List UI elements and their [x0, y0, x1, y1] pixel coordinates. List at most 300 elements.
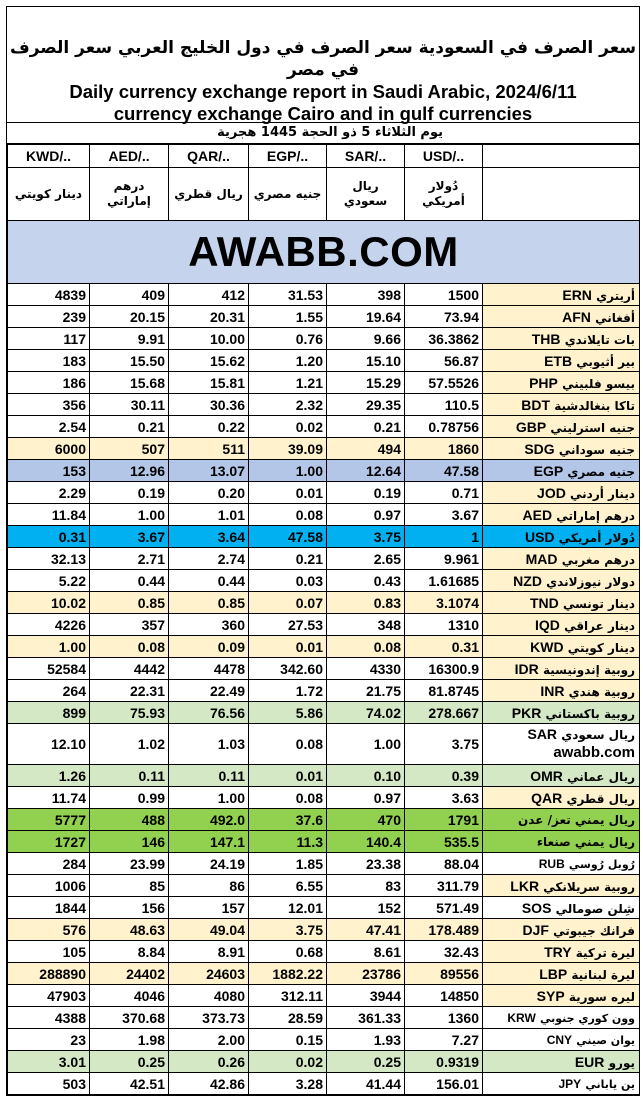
currency-code: QAR: [531, 789, 563, 806]
currency-name: [483, 1073, 640, 1095]
rate-qar: 492.0: [169, 809, 249, 831]
currency-name: [483, 460, 640, 482]
rate-kwd: 4226: [8, 614, 90, 636]
table-row: [8, 592, 640, 614]
currency-name: [483, 328, 640, 350]
currency-name: [483, 614, 640, 636]
rate-aed: 0.21: [90, 416, 169, 438]
currency-code: KRW: [507, 1010, 536, 1025]
rate-aed: 23.99: [90, 853, 169, 875]
col-code-sar: SAR/..: [327, 145, 405, 168]
rate-egp: 0.15: [249, 1029, 327, 1051]
currency-arabic-name: ريال يمني صنعاء: [536, 834, 635, 849]
currency-name: [483, 765, 640, 787]
rate-usd: 0.31: [405, 636, 483, 658]
rate-usd: 0.71: [405, 482, 483, 504]
rate-sar: 23786: [327, 963, 405, 985]
rate-sar: 9.66: [327, 328, 405, 350]
rate-sar: 2.65: [327, 548, 405, 570]
rate-egp: 28.59: [249, 1007, 327, 1029]
rate-sar: 152: [327, 897, 405, 919]
rate-usd: 14850: [405, 985, 483, 1007]
currency-arabic-name: جنيه استرليني: [550, 420, 635, 435]
banner-row: [8, 221, 640, 284]
table-row: [8, 1029, 640, 1051]
table-row: [8, 985, 640, 1007]
col-code-blank: [483, 145, 640, 168]
currency-name: [483, 350, 640, 372]
currency-name: [483, 963, 640, 985]
currency-arabic-name: بير أثيوبي: [576, 354, 635, 369]
rate-egp: 37.6: [249, 809, 327, 831]
currency-code: RUB: [538, 856, 565, 871]
rate-qar: 373.73: [169, 1007, 249, 1029]
rate-kwd: 3.01: [8, 1051, 90, 1073]
rate-aed: 0.19: [90, 482, 169, 504]
rate-kwd: 186: [8, 372, 90, 394]
table-row: [8, 724, 640, 765]
currency-name: [483, 831, 640, 853]
table-row: [8, 614, 640, 636]
table-row: [8, 636, 640, 658]
currency-name: [483, 372, 640, 394]
currency-arabic-name: درهم مغربي: [561, 552, 635, 567]
rate-sar: 470: [327, 809, 405, 831]
rate-sar: 1.93: [327, 1029, 405, 1051]
table-row: [8, 306, 640, 328]
rate-egp: 1882.22: [249, 963, 327, 985]
rate-usd: 1310: [405, 614, 483, 636]
report-title: [7, 7, 639, 123]
rate-egp: 0.08: [249, 787, 327, 809]
currency-code: EGP: [533, 462, 564, 479]
hijri-date: يوم الثلاثاء 5 ذو الحجة 1445 هجرية: [7, 123, 639, 144]
rate-egp: 1.00: [249, 460, 327, 482]
rate-aed: 12.96: [90, 460, 169, 482]
table-row: [8, 831, 640, 853]
rate-sar: 0.97: [327, 787, 405, 809]
rate-kwd: 1844: [8, 897, 90, 919]
rate-egp: 1.55: [249, 306, 327, 328]
currency-code: SYP: [536, 987, 565, 1004]
rate-usd: 178.489: [405, 919, 483, 941]
rate-kwd: 153: [8, 460, 90, 482]
rate-kwd: 503: [8, 1073, 90, 1095]
rate-qar: 20.31: [169, 306, 249, 328]
currency-arabic-name: ريال يمني تعز/ عدن: [518, 812, 635, 827]
currency-code: JPY: [558, 1076, 582, 1091]
currency-name: [483, 548, 640, 570]
currency-code: JOD: [537, 484, 566, 501]
rate-kwd: 1727: [8, 831, 90, 853]
rate-usd: 36.3862: [405, 328, 483, 350]
rate-egp: 1.72: [249, 680, 327, 702]
rate-egp: 6.55: [249, 875, 327, 897]
rate-egp: 27.53: [249, 614, 327, 636]
currency-code: IQD: [534, 616, 560, 633]
currency-name: [483, 702, 640, 724]
col-code-egp: EGP/..: [249, 145, 327, 168]
currency-code: GBP: [515, 418, 547, 435]
rate-aed: 48.63: [90, 919, 169, 941]
rate-sar: 74.02: [327, 702, 405, 724]
rate-usd: 89556: [405, 963, 483, 985]
rate-sar: 0.19: [327, 482, 405, 504]
currency-code: THB: [531, 330, 561, 347]
rate-kwd: 6000: [8, 438, 90, 460]
currency-name: [483, 284, 640, 306]
rate-kwd: 11.74: [8, 787, 90, 809]
rate-sar: 494: [327, 438, 405, 460]
rate-kwd: 356: [8, 394, 90, 416]
rate-sar: 361.33: [327, 1007, 405, 1029]
rate-usd: 1.61685: [405, 570, 483, 592]
rate-sar: 0.08: [327, 636, 405, 658]
rate-egp: 12.01: [249, 897, 327, 919]
rate-egp: 3.75: [249, 919, 327, 941]
rate-qar: 24.19: [169, 853, 249, 875]
table-row: [8, 1007, 640, 1029]
rate-usd: 571.49: [405, 897, 483, 919]
rate-kwd: 4388: [8, 1007, 90, 1029]
rate-egp: 312.11: [249, 985, 327, 1007]
table-row: [8, 941, 640, 963]
rate-kwd: 52584: [8, 658, 90, 680]
rate-usd: 535.5: [405, 831, 483, 853]
rate-aed: 8.84: [90, 941, 169, 963]
rate-usd: 73.94: [405, 306, 483, 328]
rate-aed: 1.02: [90, 724, 169, 765]
currency-code: MAD: [525, 550, 558, 567]
currency-name: [483, 636, 640, 658]
rate-usd: 0.9319: [405, 1051, 483, 1073]
rate-qar: 0.26: [169, 1051, 249, 1073]
rate-egp: 2.32: [249, 394, 327, 416]
rate-usd: 9.961: [405, 548, 483, 570]
rate-qar: 30.36: [169, 394, 249, 416]
rate-egp: 0.08: [249, 724, 327, 765]
currency-code: EUR: [574, 1053, 605, 1070]
currency-name: [483, 853, 640, 875]
rate-egp: 0.68: [249, 941, 327, 963]
rate-egp: 0.02: [249, 1051, 327, 1073]
col-name-qar: ريال قطري: [169, 168, 249, 221]
table-row: [8, 809, 640, 831]
rate-aed: 507: [90, 438, 169, 460]
table-row: [8, 350, 640, 372]
rate-usd: 56.87: [405, 350, 483, 372]
currency-code: SAR: [527, 726, 558, 742]
rate-usd: 57.5526: [405, 372, 483, 394]
currency-name: [483, 570, 640, 592]
rate-usd: 1360: [405, 1007, 483, 1029]
currency-arabic-name: روبية هندي: [568, 684, 635, 699]
rate-usd: 1860: [405, 438, 483, 460]
rate-qar: 1.00: [169, 787, 249, 809]
col-name-aed: درهم إماراتي: [90, 168, 169, 221]
rate-qar: 511: [169, 438, 249, 460]
rate-usd: 0.39: [405, 765, 483, 787]
rate-qar: 0.11: [169, 765, 249, 787]
rate-sar: 0.83: [327, 592, 405, 614]
currency-arabic-name: ريال قطري: [566, 791, 635, 806]
rate-qar: 42.86: [169, 1073, 249, 1095]
rate-qar: 2.00: [169, 1029, 249, 1051]
currency-arabic-name: دينار أردني: [570, 486, 635, 501]
rate-kwd: 32.13: [8, 548, 90, 570]
currency-code: CNY: [546, 1032, 573, 1047]
rate-sar: 47.41: [327, 919, 405, 941]
currency-code: INR: [540, 682, 565, 699]
rate-qar: 24603: [169, 963, 249, 985]
currency-code: ERN: [562, 286, 592, 303]
rate-aed: 156: [90, 897, 169, 919]
rate-aed: 146: [90, 831, 169, 853]
currency-arabic-name: ريال عماني: [567, 769, 635, 784]
table-row: [8, 680, 640, 702]
currency-code: PKR: [511, 704, 542, 721]
rate-kwd: 2.29: [8, 482, 90, 504]
rate-kwd: 11.84: [8, 504, 90, 526]
col-code-qar: QAR/..: [169, 145, 249, 168]
currency-arabic-name: ريال سعودي: [561, 728, 635, 742]
rate-aed: 2.71: [90, 548, 169, 570]
currency-code: LKR: [510, 877, 540, 894]
rate-aed: 24402: [90, 963, 169, 985]
col-name-sar: ريال سعودي: [327, 168, 405, 221]
rate-sar: 3.75: [327, 526, 405, 548]
rate-sar: 1.00: [327, 724, 405, 765]
rate-sar: 8.61: [327, 941, 405, 963]
rate-egp: 47.58: [249, 526, 327, 548]
rate-egp: 11.3: [249, 831, 327, 853]
currency-code: BDT: [521, 396, 551, 413]
rate-egp: 1.85: [249, 853, 327, 875]
rate-aed: 409: [90, 284, 169, 306]
rate-egp: 0.01: [249, 765, 327, 787]
currency-name: [483, 680, 640, 702]
table-row: [8, 658, 640, 680]
rate-aed: 357: [90, 614, 169, 636]
currency-code: OMR: [530, 767, 563, 784]
col-code-aed: AED/..: [90, 145, 169, 168]
rate-sar: 41.44: [327, 1073, 405, 1095]
rate-kwd: 239: [8, 306, 90, 328]
rate-aed: 4046: [90, 985, 169, 1007]
currency-name: [483, 482, 640, 504]
table-row: [8, 438, 640, 460]
currency-name: [483, 526, 640, 548]
rate-aed: 0.11: [90, 765, 169, 787]
currency-name: [483, 919, 640, 941]
col-name-kwd: دينار كويتي: [8, 168, 90, 221]
currency-name: [483, 787, 640, 809]
rate-sar: 19.64: [327, 306, 405, 328]
table-row: [8, 548, 640, 570]
currency-arabic-name: أريتري: [596, 288, 635, 303]
rate-aed: 370.68: [90, 1007, 169, 1029]
rate-sar: 15.10: [327, 350, 405, 372]
rate-qar: 3.64: [169, 526, 249, 548]
currency-code: AFN: [562, 308, 591, 325]
table-row: [8, 460, 640, 482]
rate-usd: 3.75: [405, 724, 483, 765]
rate-usd: 311.79: [405, 875, 483, 897]
rate-egp: 0.08: [249, 504, 327, 526]
currency-name: [483, 1007, 640, 1029]
rate-qar: 0.85: [169, 592, 249, 614]
rate-kwd: 2.54: [8, 416, 90, 438]
rate-sar: 29.35: [327, 394, 405, 416]
col-code-kwd: KWD/..: [8, 145, 90, 168]
rate-usd: 3.67: [405, 504, 483, 526]
rate-aed: 0.85: [90, 592, 169, 614]
rate-usd: 156.01: [405, 1073, 483, 1095]
currency-arabic-name: ليرة لبنانية: [571, 967, 635, 982]
exchange-report: [6, 6, 640, 1096]
title-english-line1: Daily currency exchange report in Saudi Arabic, 2024/6/11: [69, 81, 577, 102]
table-row: [8, 702, 640, 724]
table-row: [8, 416, 640, 438]
currency-code: IDR: [514, 660, 539, 677]
rate-qar: 4478: [169, 658, 249, 680]
rate-aed: 20.15: [90, 306, 169, 328]
rate-egp: 0.01: [249, 482, 327, 504]
table-row: [8, 853, 640, 875]
table-row: [8, 919, 640, 941]
rate-egp: 5.86: [249, 702, 327, 724]
rate-sar: 140.4: [327, 831, 405, 853]
rate-kwd: 264: [8, 680, 90, 702]
currency-arabic-name: يورو: [608, 1055, 635, 1070]
table-row: [8, 570, 640, 592]
currency-name: [483, 1029, 640, 1051]
currency-arabic-name: جنيه سوداني: [558, 442, 635, 457]
rate-aed: 0.25: [90, 1051, 169, 1073]
rate-kwd: 0.31: [8, 526, 90, 548]
rate-aed: 15.50: [90, 350, 169, 372]
rate-sar: 0.10: [327, 765, 405, 787]
rate-aed: 4442: [90, 658, 169, 680]
currency-arabic-name: دينار عراقي: [564, 618, 635, 633]
currency-arabic-name: دينار تونسي: [562, 596, 635, 611]
table-row: [8, 875, 640, 897]
rate-egp: 39.09: [249, 438, 327, 460]
rate-egp: 0.02: [249, 416, 327, 438]
currency-arabic-name: ليره سورية: [568, 989, 635, 1004]
rate-aed: 1.00: [90, 504, 169, 526]
rate-kwd: 10.02: [8, 592, 90, 614]
rate-kwd: 1.26: [8, 765, 90, 787]
currency-code: LBP: [539, 965, 568, 982]
rate-kwd: 1006: [8, 875, 90, 897]
rate-usd: 32.43: [405, 941, 483, 963]
currency-arabic-name: روبية باكستاني: [545, 706, 635, 721]
rate-qar: 0.22: [169, 416, 249, 438]
currency-code: TRY: [544, 943, 572, 960]
currency-name: [483, 504, 640, 526]
currency-code: AED: [522, 506, 553, 523]
rate-aed: 85: [90, 875, 169, 897]
rate-qar: 86: [169, 875, 249, 897]
rate-sar: 0.43: [327, 570, 405, 592]
rate-aed: 3.67: [90, 526, 169, 548]
rate-sar: 0.21: [327, 416, 405, 438]
currency-arabic-name: بيسو فلبيني: [562, 376, 635, 391]
currency-name: [483, 306, 640, 328]
table-row: [8, 787, 640, 809]
column-codes-row: [8, 145, 640, 168]
rate-aed: 9.91: [90, 328, 169, 350]
rate-aed: 30.11: [90, 394, 169, 416]
currency-name: [483, 438, 640, 460]
rate-sar: 3944: [327, 985, 405, 1007]
rate-usd: 278.667: [405, 702, 483, 724]
currency-arabic-name: ين ياباني: [585, 1077, 635, 1091]
rates-table: [7, 144, 640, 1095]
rate-kwd: 284: [8, 853, 90, 875]
rate-qar: 13.07: [169, 460, 249, 482]
table-row: [8, 1051, 640, 1073]
rate-qar: 15.81: [169, 372, 249, 394]
rate-kwd: 4839: [8, 284, 90, 306]
rate-usd: 7.27: [405, 1029, 483, 1051]
rate-usd: 0.78756: [405, 416, 483, 438]
rate-qar: 360: [169, 614, 249, 636]
rate-sar: 83: [327, 875, 405, 897]
rate-sar: 4330: [327, 658, 405, 680]
rate-sar: 23.38: [327, 853, 405, 875]
rate-kwd: 47903: [8, 985, 90, 1007]
rate-qar: 22.49: [169, 680, 249, 702]
rate-qar: 8.91: [169, 941, 249, 963]
rate-egp: 1.20: [249, 350, 327, 372]
rate-qar: 0.44: [169, 570, 249, 592]
rate-kwd: 5777: [8, 809, 90, 831]
rate-kwd: 117: [8, 328, 90, 350]
rate-kwd: 288890: [8, 963, 90, 985]
currency-arabic-name: دينار كويتي: [567, 640, 635, 655]
rate-qar: 147.1: [169, 831, 249, 853]
site-banner: AWABB.COM: [8, 221, 640, 284]
currency-arabic-name: ليرة تركية: [575, 945, 635, 960]
rate-sar: 398: [327, 284, 405, 306]
currency-name: [483, 1051, 640, 1073]
rate-aed: 75.93: [90, 702, 169, 724]
currency-name: [483, 416, 640, 438]
currency-arabic-name: بات تايلاندي: [564, 332, 635, 347]
site-watermark: awabb.com: [553, 744, 635, 761]
col-name-usd: دُولار أمريكي: [405, 168, 483, 221]
rate-qar: 15.62: [169, 350, 249, 372]
currency-code: USD: [524, 528, 555, 545]
currency-name: [483, 394, 640, 416]
rate-egp: 0.21: [249, 548, 327, 570]
table-row: [8, 328, 640, 350]
rate-aed: 1.98: [90, 1029, 169, 1051]
currency-arabic-name: درهم إماراتي: [556, 508, 635, 523]
rate-egp: 0.03: [249, 570, 327, 592]
col-name-blank: [483, 168, 640, 221]
rate-sar: 21.75: [327, 680, 405, 702]
rate-sar: 0.25: [327, 1051, 405, 1073]
currency-code: PHP: [529, 374, 558, 391]
rate-kwd: 105: [8, 941, 90, 963]
currency-code: DJF: [522, 921, 549, 938]
table-row: [8, 963, 640, 985]
rate-usd: 110.5: [405, 394, 483, 416]
rate-usd: 3.1074: [405, 592, 483, 614]
